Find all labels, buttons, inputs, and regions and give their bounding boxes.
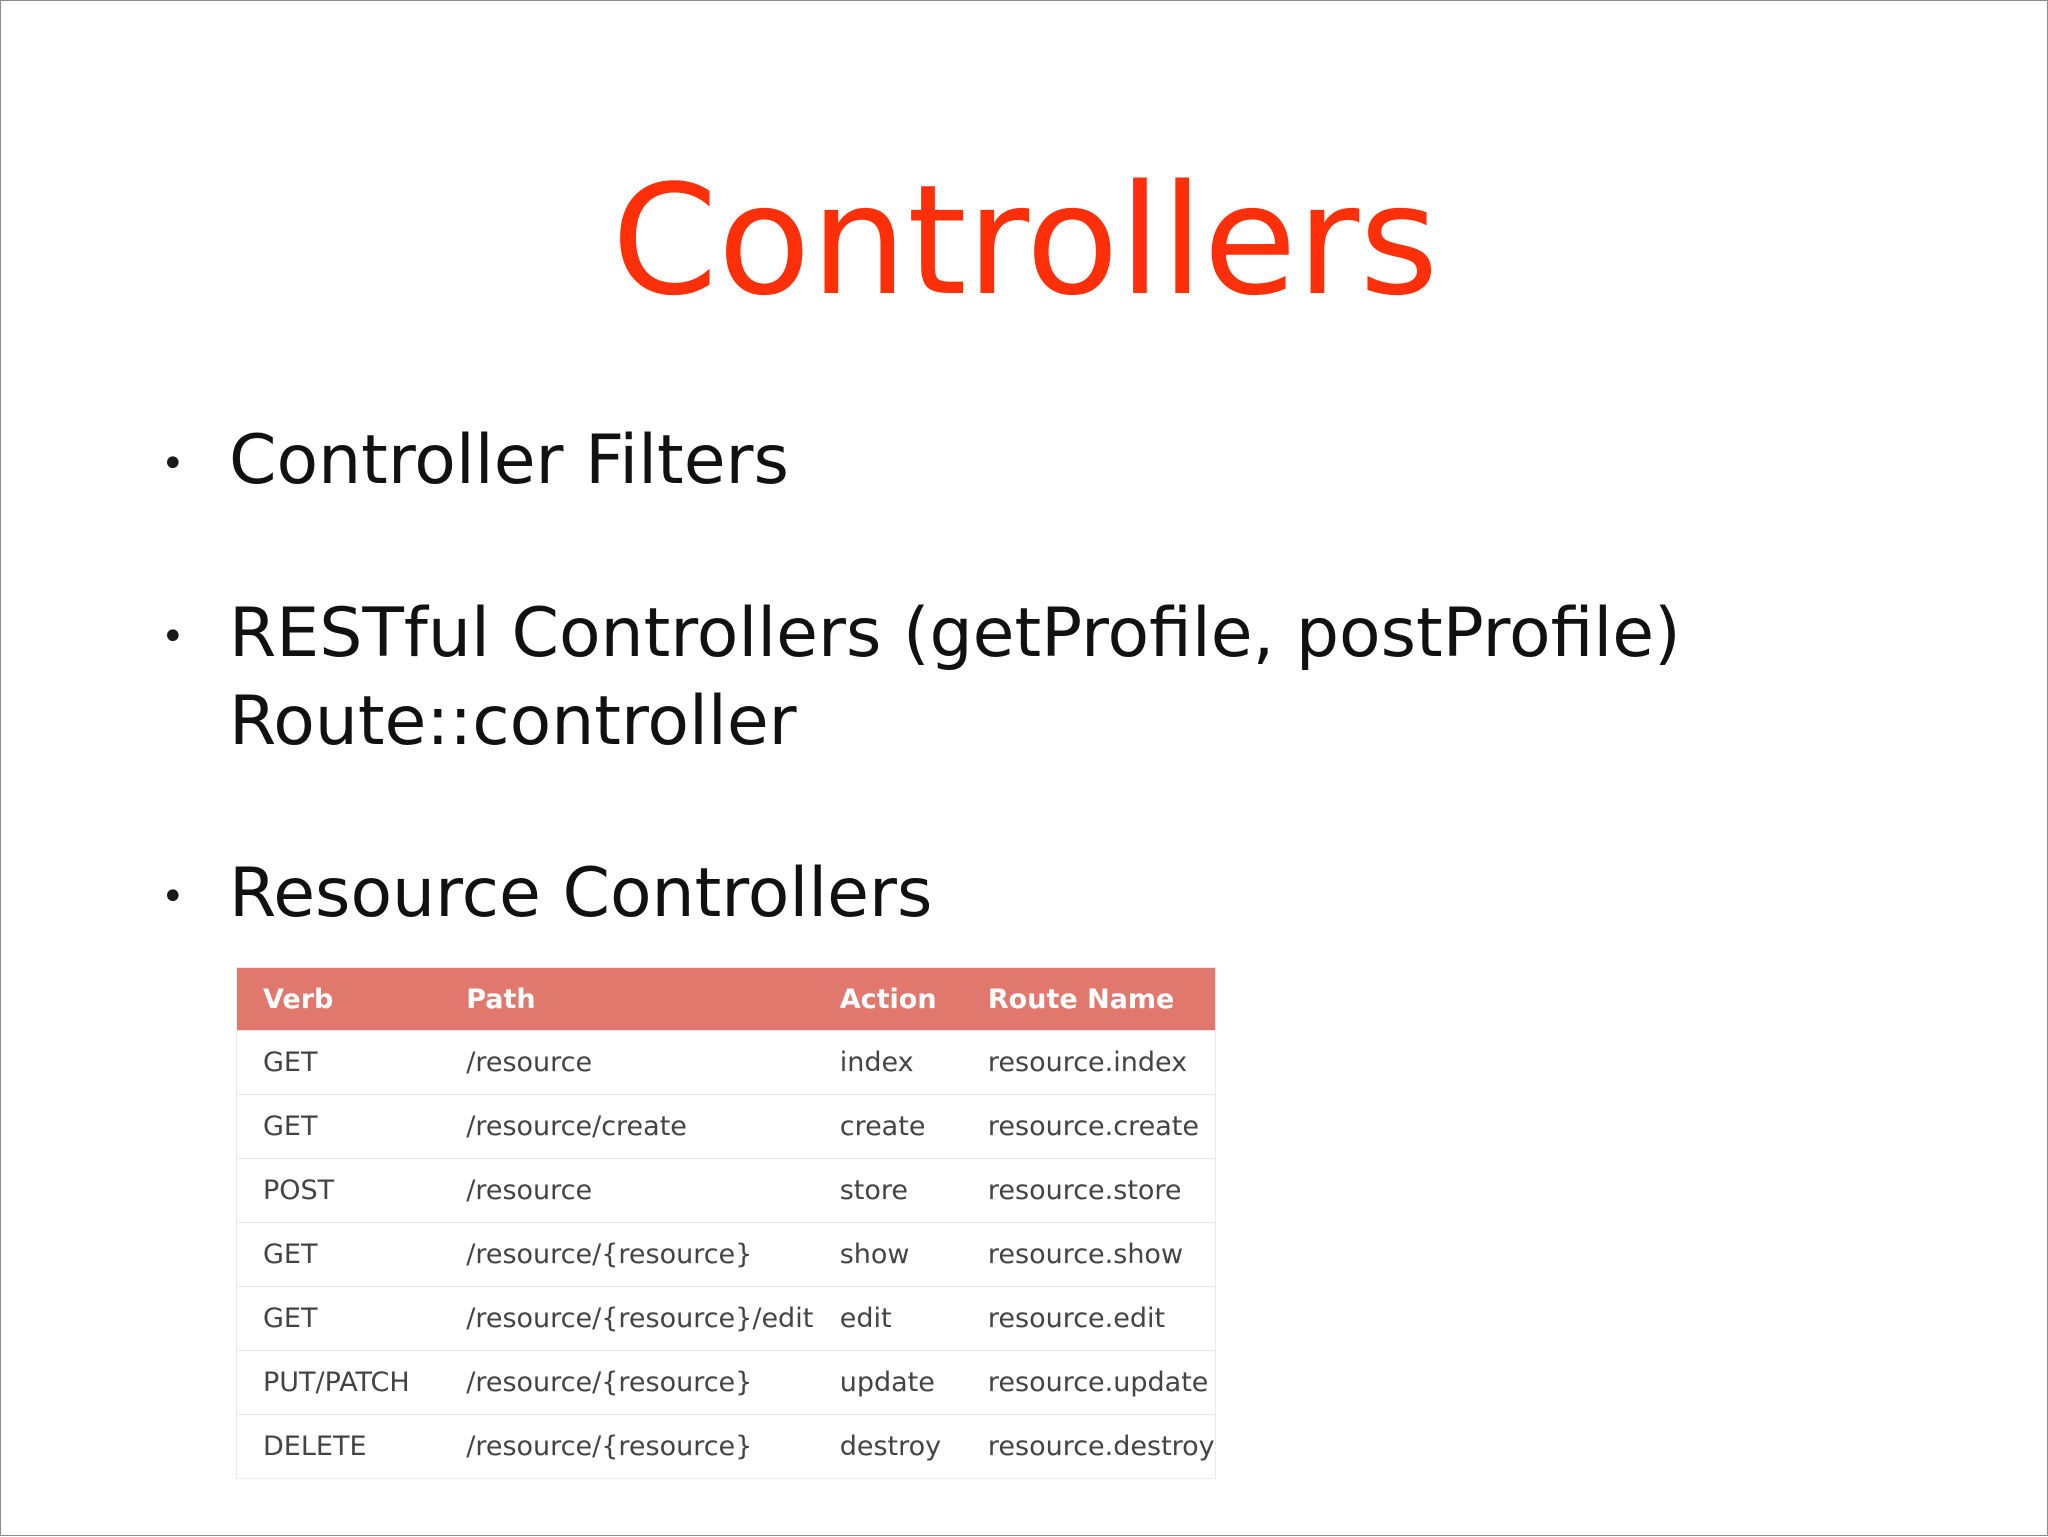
cell-path: /resource/{resource}/edit xyxy=(440,1287,813,1351)
cell-verb: GET xyxy=(237,1031,441,1095)
cell-path: /resource xyxy=(440,1031,813,1095)
column-header-route-name: Route Name xyxy=(962,968,1216,1031)
cell-path: /resource/{resource} xyxy=(440,1415,813,1479)
cell-path: /resource/{resource} xyxy=(440,1351,813,1415)
bullet-text-line-1: RESTful Controllers (getProfile, postProfile) xyxy=(229,594,1681,673)
cell-verb: POST xyxy=(237,1159,441,1223)
bullet-dot-icon: • xyxy=(161,874,185,920)
table-body xyxy=(237,1031,1216,1479)
cell-route-name: resource.show xyxy=(962,1223,1216,1287)
cell-action: store xyxy=(814,1159,962,1223)
cell-verb: PUT/PATCH xyxy=(237,1351,441,1415)
cell-route-name: resource.destroy xyxy=(962,1415,1216,1479)
cell-verb: GET xyxy=(237,1095,441,1159)
column-header-action: Action xyxy=(814,968,962,1031)
cell-verb: DELETE xyxy=(237,1415,441,1479)
cell-route-name: resource.index xyxy=(962,1031,1216,1095)
table-row xyxy=(237,1223,1216,1287)
cell-action: destroy xyxy=(814,1415,962,1479)
cell-path: /resource/{resource} xyxy=(440,1223,813,1287)
cell-action: edit xyxy=(814,1287,962,1351)
bullet-dot-icon: • xyxy=(161,614,185,660)
cell-action: update xyxy=(814,1351,962,1415)
table-row xyxy=(237,1287,1216,1351)
column-header-verb: Verb xyxy=(237,968,441,1031)
cell-action: create xyxy=(814,1095,962,1159)
cell-route-name: resource.create xyxy=(962,1095,1216,1159)
table-row xyxy=(237,1095,1216,1159)
bullet-text-line-2: Route::controller xyxy=(229,682,797,761)
slide-title: Controllers xyxy=(611,152,1439,329)
resource-routes-table xyxy=(236,967,1216,1479)
table-row xyxy=(237,1159,1216,1223)
table-row xyxy=(237,1415,1216,1479)
cell-verb: GET xyxy=(237,1223,441,1287)
table-row xyxy=(237,1031,1216,1095)
cell-route-name: resource.update xyxy=(962,1351,1216,1415)
bullet-text: Resource Controllers xyxy=(229,854,933,933)
cell-route-name: resource.store xyxy=(962,1159,1216,1223)
bullet-dot-icon: • xyxy=(161,441,185,487)
cell-action: index xyxy=(814,1031,962,1095)
table-header-row xyxy=(237,968,1216,1031)
column-header-path: Path xyxy=(440,968,813,1031)
table-row xyxy=(237,1351,1216,1415)
bullet-text: Controller Filters xyxy=(229,421,789,500)
cell-path: /resource/create xyxy=(440,1095,813,1159)
cell-path: /resource xyxy=(440,1159,813,1223)
bullet-text xyxy=(229,590,1681,766)
cell-verb: GET xyxy=(237,1287,441,1351)
cell-route-name: resource.edit xyxy=(962,1287,1216,1351)
table-header xyxy=(237,968,1216,1031)
cell-action: show xyxy=(814,1223,962,1287)
